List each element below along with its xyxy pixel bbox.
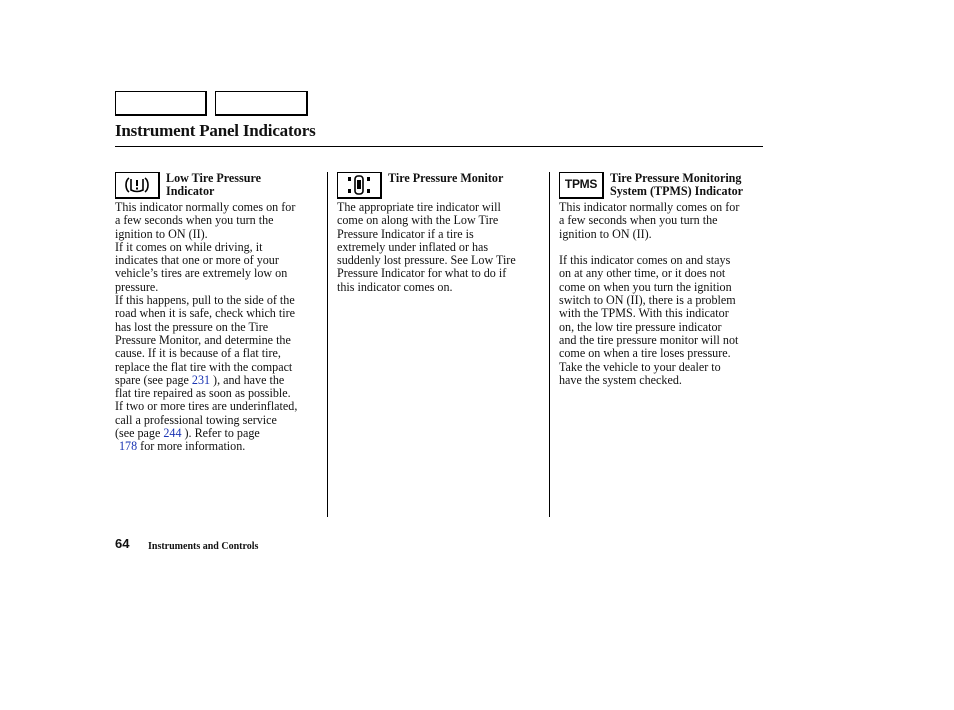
paragraph: If this indicator comes on and stays on at any other time, or it does not come on when you turn the ignition switch to ON (II), there is a problem with the TPMS. With this indicator on, the low tire pressure indicator and the tire pressure monitor will not come on when a tire loses pressure. Take the vehicle to your dealer to have the system checked.: [559, 253, 739, 387]
tire-pressure-monitor-icon: [337, 172, 382, 199]
page-link-178[interactable]: 178: [119, 439, 138, 454]
section-header: [337, 172, 543, 201]
section-tpms-indicator: [559, 172, 764, 387]
nav-box-previous[interactable]: [115, 91, 207, 116]
page-link-244[interactable]: 244: [163, 426, 182, 441]
text: ), and have the flat tire repaired as soon as possible. If two or more tires are underinflated, call a professional towing service: [115, 372, 298, 427]
paragraph-gap: [559, 241, 764, 254]
paragraph: This indicator normally comes on for a few seconds when you turn the ignition to ON (II).: [115, 200, 296, 241]
text: for more information.: [137, 439, 246, 454]
section-header: [115, 172, 325, 201]
section-low-tire-pressure: [115, 172, 325, 454]
paragraph-towing: [115, 427, 325, 440]
text: (see page: [115, 426, 164, 441]
section-tire-pressure-monitor: [337, 172, 543, 294]
column-divider: [327, 172, 328, 517]
page-title: Instrument Panel Indicators: [115, 121, 316, 140]
paragraph-more-info: [115, 440, 325, 453]
tpms-icon-label: TPMS: [564, 177, 598, 192]
nav-box-next[interactable]: [215, 91, 308, 116]
section-title: Tire Pressure Monitoring System (TPMS) Indicator: [610, 171, 744, 198]
paragraph: If it comes on while driving, it indicates that one or more of your vehicle’s tires are extremely low on pressure.: [115, 239, 288, 294]
paragraph: This indicator normally comes on for a few seconds when you turn the ignition to ON (II).: [559, 200, 740, 241]
section-title: Low Tire Pressure Indicator: [166, 171, 261, 198]
page-link-231[interactable]: 231: [191, 372, 211, 387]
paragraph: The appropriate tire indicator will come on along with the Low Tire Pressure Indicator if a tire is extremely under inflated or has suddenly lost pressure. See Low Tire Pressure Indicator for what to do if this indicator comes on.: [337, 200, 516, 294]
text: ). Refer to page: [181, 426, 260, 441]
tpms-icon: [559, 172, 604, 199]
paragraph: If this happens, pull to the side of the road when it is safe, check which tire has lost the pressure on the Tire Pressure Monitor, and determine the cause. If it is because of a flat tire, replace the flat tire with the compact: [115, 293, 295, 374]
text: spare (see page: [115, 372, 192, 387]
column-divider: [549, 172, 550, 517]
section-title: Tire Pressure Monitor: [388, 171, 504, 185]
low-tire-pressure-icon: [115, 172, 160, 199]
paragraph-spare: [115, 374, 325, 427]
page-number: 64: [115, 536, 130, 551]
title-rule: [115, 146, 763, 147]
footer-section-name: Instruments and Controls: [148, 541, 259, 552]
section-header: [559, 172, 764, 201]
